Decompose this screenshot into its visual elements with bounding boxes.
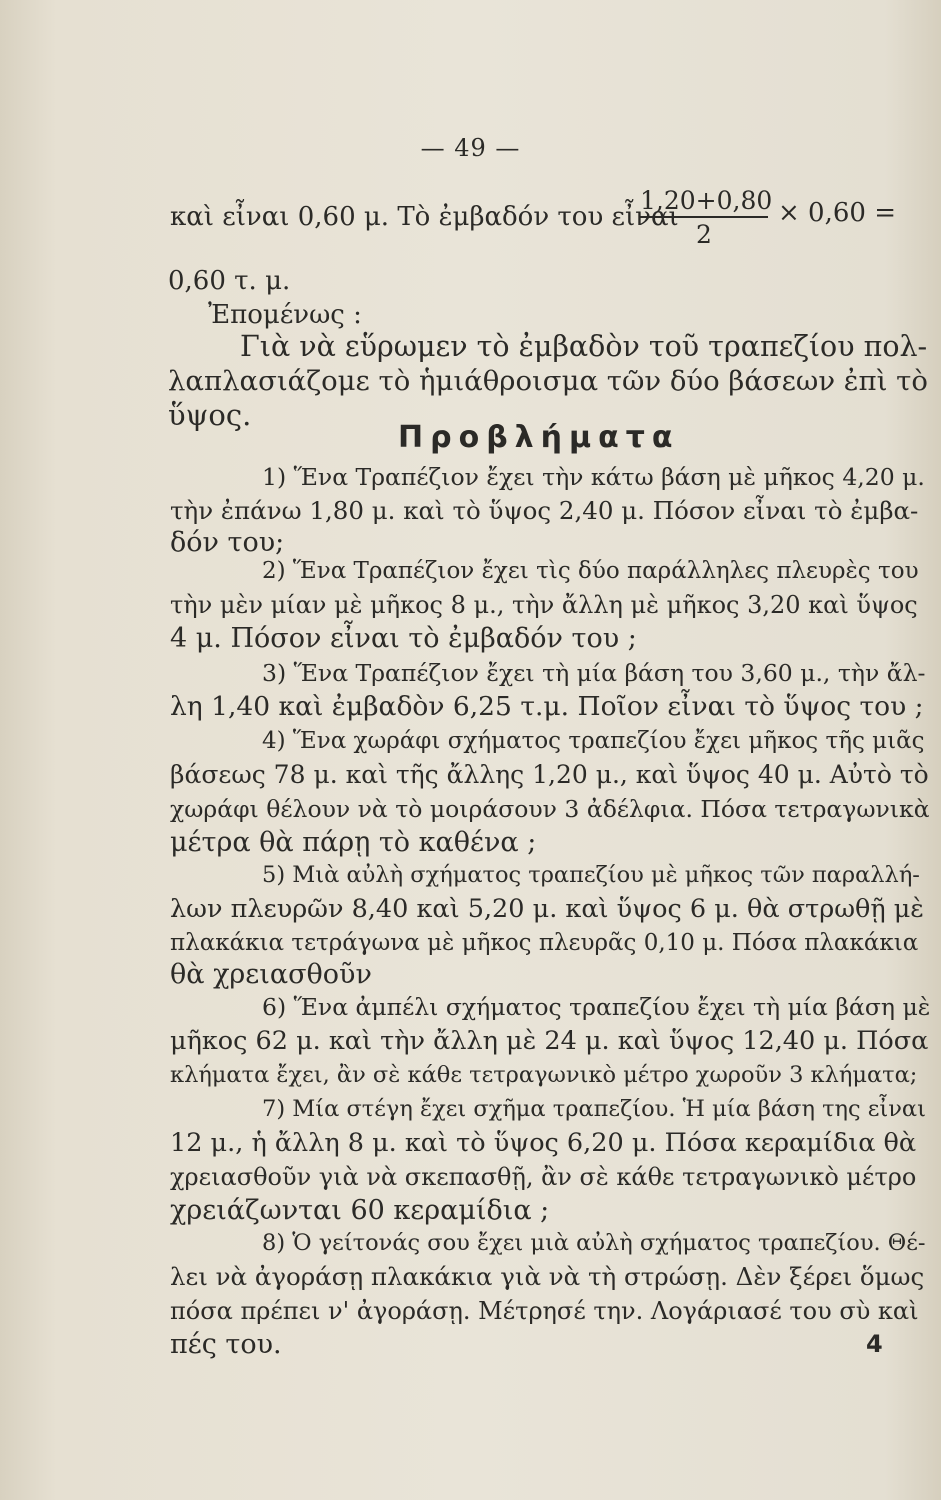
problem-line: μῆκος 62 μ. καὶ τὴν ἄλλη μὲ 24 μ. καὶ ὕψος 12,40 μ. Πόσα xyxy=(170,1026,929,1056)
problem-line: τὴν ἐπάνω 1,80 μ. καὶ τὸ ὕψος 2,40 μ. Πόσον εἶναι τὸ ἐμβα- xyxy=(170,496,919,525)
problem-line: 5) Μιὰ αὐλὴ σχήματος τραπεζίου μὲ μῆκος τῶν παραλλή- xyxy=(262,862,920,888)
signature-mark: 4 xyxy=(866,1330,883,1358)
problem-line: 1) Ἕνα Τραπέζιον ἔχει τὴν κάτω βάση μὲ μῆκος 4,20 μ. xyxy=(262,463,925,491)
intro-line-2: 0,60 τ. μ. xyxy=(168,266,291,296)
problem-line: 2) Ἕνα Τραπέζιον ἔχει τὶς δύο παράλληλες πλευρὲς του xyxy=(262,558,919,584)
problem-line: μέτρα θὰ πάρῃ τὸ καθένα ; xyxy=(170,827,537,858)
problem-line: 8) Ὁ γείτονάς σου ἔχει μιὰ αὐλὴ σχήματος τραπεζίου. Θέ- xyxy=(262,1230,926,1256)
intro-line-5: λαπλασιάζομε τὸ ἡμιάθροισμα τῶν δύο βάσεων ἐπὶ τὸ xyxy=(168,365,928,397)
problem-line: πόσα πρέπει ν' ἀγοράσῃ. Μέτρησέ την. Λογάριασέ του σὺ καὶ xyxy=(170,1297,919,1325)
problem-line: χρειάζωνται 60 κεραμίδια ; xyxy=(170,1195,550,1226)
problem-line: πές του. xyxy=(170,1329,282,1360)
intro-line-4: Γιὰ νὰ εὕρωμεν τὸ ἐμβαδὸν τοῦ τραπεζίου πολ- xyxy=(240,330,928,363)
problem-line: κλήματα ἔχει, ἂν σὲ κάθε τετραγωνικὸ μέτρο χωροῦν 3 κλήματα; xyxy=(170,1062,918,1088)
intro-line-3: Ἐπομένως : xyxy=(208,300,362,330)
problem-line: 3) Ἕνα Τραπέζιον ἔχει τὴ μία βάση του 3,60 μ., τὴν ἄλ- xyxy=(262,659,926,687)
problem-line: χρειασθοῦν γιὰ νὰ σκεπασθῇ, ἂν σὲ κάθε τετραγωνικὸ μέτρο xyxy=(170,1163,917,1191)
problem-line: χωράφι θέλουν νὰ τὸ μοιράσουν 3 ἀδέλφια. Πόσα τετραγωνικὰ xyxy=(170,795,930,823)
problem-line: θὰ χρειασθοῦν xyxy=(170,959,372,990)
fraction xyxy=(640,186,773,249)
problem-line: 12 μ., ἡ ἄλλη 8 μ. καὶ τὸ ὕψος 6,20 μ. Πόσα κεραμίδια θὰ xyxy=(170,1128,917,1158)
problem-line: δόν του; xyxy=(170,527,285,558)
problem-line: τὴν μὲν μίαν μὲ μῆκος 8 μ., τὴν ἄλλη μὲ μῆκος 3,20 καὶ ὕψος xyxy=(170,591,918,619)
problem-line: 4 μ. Πόσον εἶναι τὸ ἐμβαδόν του ; xyxy=(170,623,637,654)
problem-line: 4) Ἕνα χωράφι σχήματος τραπεζίου ἔχει μῆκος τῆς μιᾶς xyxy=(262,728,925,754)
fraction-result: × 0,60 = xyxy=(778,198,896,228)
problem-line: βάσεως 78 μ. καὶ τῆς ἄλλης 1,20 μ., καὶ ὕψος 40 μ. Αὐτὸ τὸ xyxy=(170,760,929,789)
problem-line: λη 1,40 καὶ ἐμβαδὸν 6,25 τ.μ. Ποῖον εἶναι τὸ ὕψος του ; xyxy=(170,691,924,722)
problem-line: λει νὰ ἀγοράσῃ πλακάκια γιὰ νὰ τὴ στρώσῃ. Δὲν ξέρει ὅμως xyxy=(170,1262,925,1291)
intro-line-1: καὶ εἶναι 0,60 μ. Τὸ ἐμβαδόν του εἶναι xyxy=(170,202,679,232)
problem-line: πλακάκια τετράγωνα μὲ μῆκος πλευρᾶς 0,10 μ. Πόσα πλακάκια xyxy=(170,930,919,956)
section-heading: Προβλήματα xyxy=(398,420,680,455)
problem-line: λων πλευρῶν 8,40 καὶ 5,20 μ. καὶ ὕψος 6 μ. θὰ στρωθῇ μὲ xyxy=(170,894,924,924)
fraction-denominator: 2 xyxy=(696,220,712,249)
intro-line-6: ὕψος. xyxy=(168,398,252,432)
fraction-numerator: 1,20+0,80 xyxy=(640,186,768,218)
problem-line: 6) Ἕνα ἀμπέλι σχήματος τραπεζίου ἔχει τὴ μία βάση μὲ xyxy=(262,993,931,1021)
problem-line: 7) Μία στέγη ἔχει σχῆμα τραπεζίου. Ἡ μία βάση της εἶναι xyxy=(262,1096,926,1122)
page-number: — 49 — xyxy=(420,134,521,162)
